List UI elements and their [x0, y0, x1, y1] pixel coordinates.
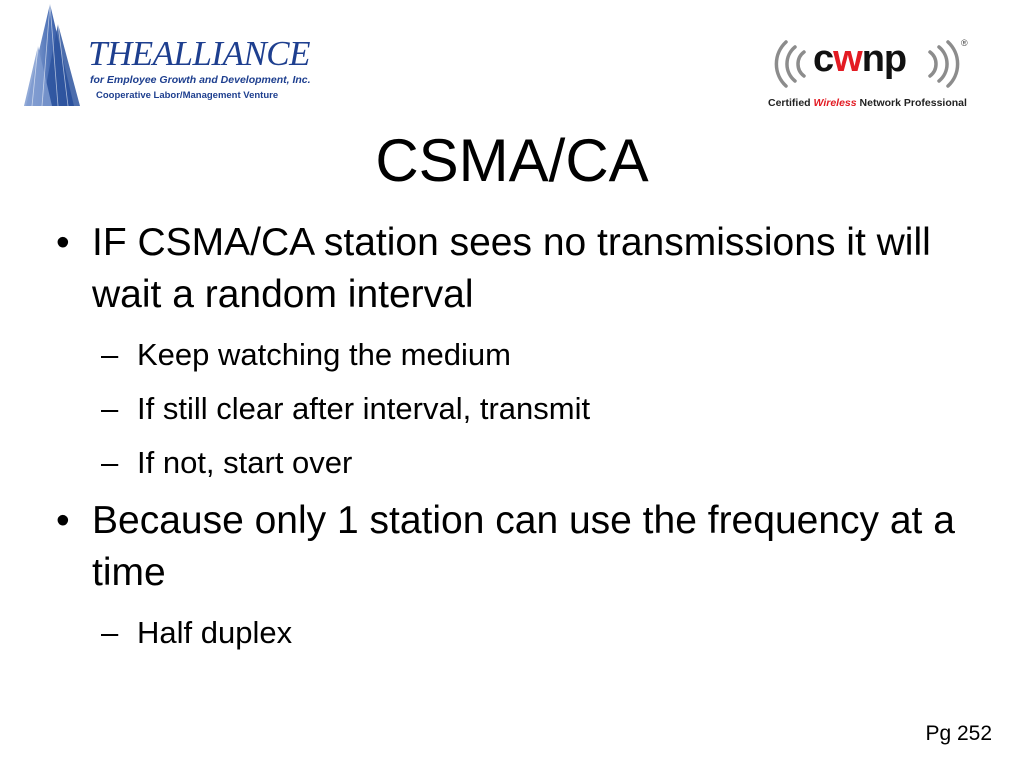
pyramid-logo-icon [22, 2, 86, 110]
bullet-icon: • [56, 499, 70, 542]
sub-bullet-text: If not, start over [137, 445, 353, 480]
sub-bullet-2-1 [56, 613, 996, 653]
bullet-1-text: IF CSMA/CA station sees no transmissions it will wait a random interval [92, 221, 931, 316]
bullet-1 [56, 217, 996, 321]
slide-title: CSMA/CA [375, 127, 649, 194]
sub-bullet-text: Keep watching the medium [137, 337, 511, 372]
bullet-2-text: Because only 1 station can use the frequency at a time [92, 499, 955, 594]
sub-bullet-1-1 [56, 335, 996, 375]
dash-icon: – [101, 391, 119, 426]
page-number: Pg 252 [925, 722, 992, 745]
alliance-brand: THEALLIANCE [88, 34, 311, 73]
cwnp-logo [764, 34, 974, 114]
slide-content [56, 217, 996, 653]
cwnp-tagline: Certified Wireless Network Professional [768, 97, 967, 109]
bullet-icon: • [56, 221, 70, 264]
dash-icon: – [101, 337, 119, 372]
registered-mark: ® [961, 38, 968, 48]
sub-bullet-1-3 [56, 443, 996, 483]
alliance-tagline: Cooperative Labor/Management Venture [96, 90, 279, 101]
dash-icon: – [101, 615, 119, 650]
sub-bullet-text: Half duplex [137, 615, 293, 650]
alliance-logo [22, 2, 311, 112]
sub-bullet-text: If still clear after interval, transmit [137, 391, 591, 426]
sub-bullet-1-2 [56, 389, 996, 429]
bullet-2 [56, 495, 996, 599]
dash-icon: – [101, 445, 119, 480]
cwnp-wordmark: cwnp [813, 38, 907, 80]
alliance-subtitle: for Employee Growth and Development, Inc. [90, 74, 311, 86]
